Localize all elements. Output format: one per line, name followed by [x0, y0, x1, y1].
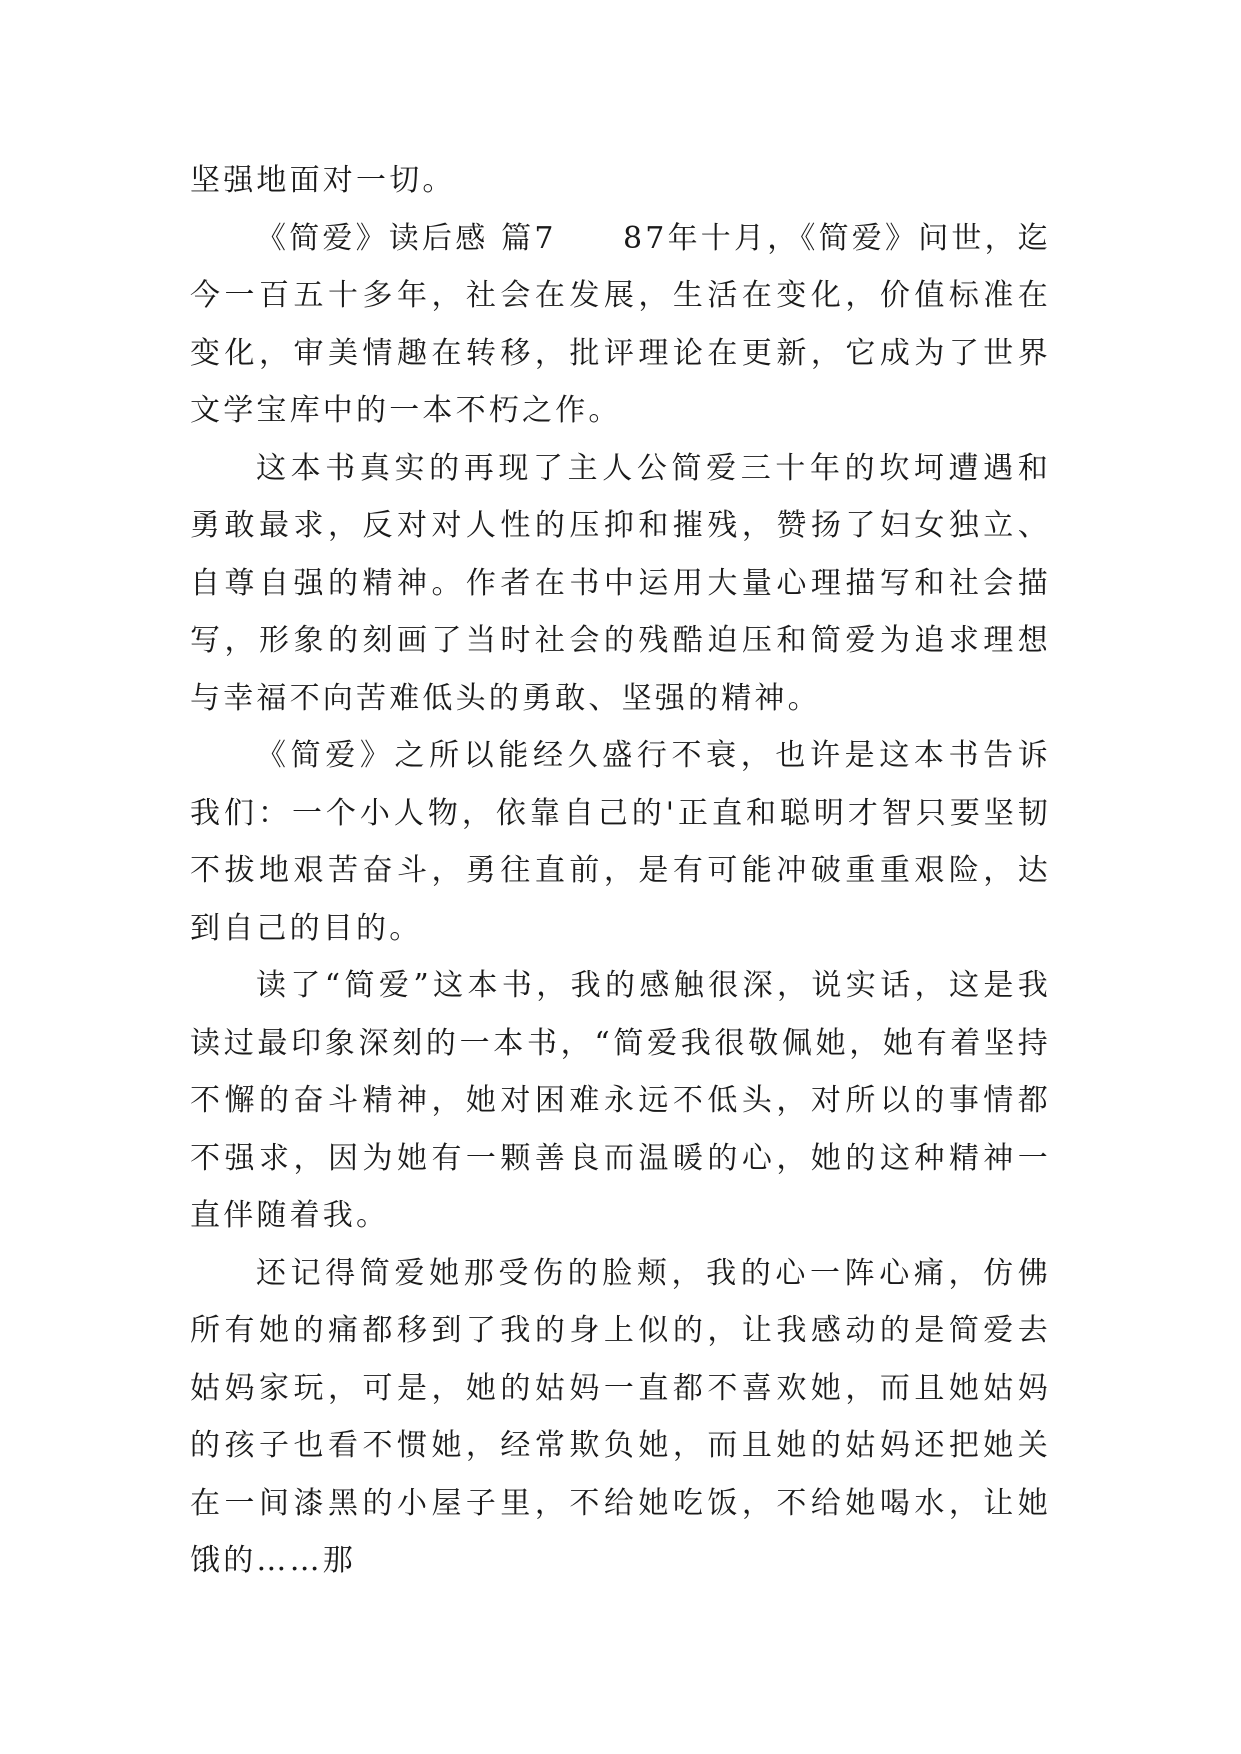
article-body: [190, 152, 1051, 1590]
paragraph-enduring-popularity: 《简爱》之所以能经久盛行不衰，也许是这本书告诉我们：一个小人物，依靠自己的'正直和聪明才智只要坚韧不拔地艰苦奋斗，勇往直前，是有可能冲破重重艰险，达到自己的目的。: [190, 738, 1051, 946]
paragraph-memory: 还记得简爱她那受伤的脸颊，我的心一阵心痛，仿佛所有她的痛都移到了我的身上似的，让我感动的是简爱去姑妈家玩，可是，她的姑妈一直都不喜欢她，而且她姑妈的孩子也看不惯她，经常欺负她，而且她的姑妈还把她关在一间漆黑的小屋子里，不给她吃饭，不给她喝水，让她饿的……那: [190, 1255, 1051, 1578]
paragraph-personal-impression: 读了“简爱”这本书，我的感触很深，说实话，这是我读过最印象深刻的一本书，“简爱我很敬佩她，她有着坚持不懈的奋斗精神，她对困难永远不低头，对所以的事情都不强求，因为她有一颗善良而温暖的心，她的这种精神一直伴随着我。: [190, 968, 1051, 1233]
paragraph-section-heading: 《简爱》读后感 篇7 87年十月，《简爱》问世，迄今一百五十多年，社会在发展，生活在变化，价值标准在变化，审美情趣在转移，批评理论在更新，它成为了世界文学宝库中的一本不朽之作。: [190, 220, 1051, 428]
paragraph-continuation: 坚强地面对一切。: [190, 163, 456, 198]
paragraph-book-summary: 这本书真实的再现了主人公简爱三十年的坎坷遭遇和勇敢最求，反对对人性的压抑和摧残，赞扬了妇女独立、自尊自强的精神。作者在书中运用大量心理描写和社会描写，形象的刻画了当时社会的残酷迫压和简爱为追求理想与幸福不向苦难低头的勇敢、坚强的精神。: [190, 450, 1051, 716]
